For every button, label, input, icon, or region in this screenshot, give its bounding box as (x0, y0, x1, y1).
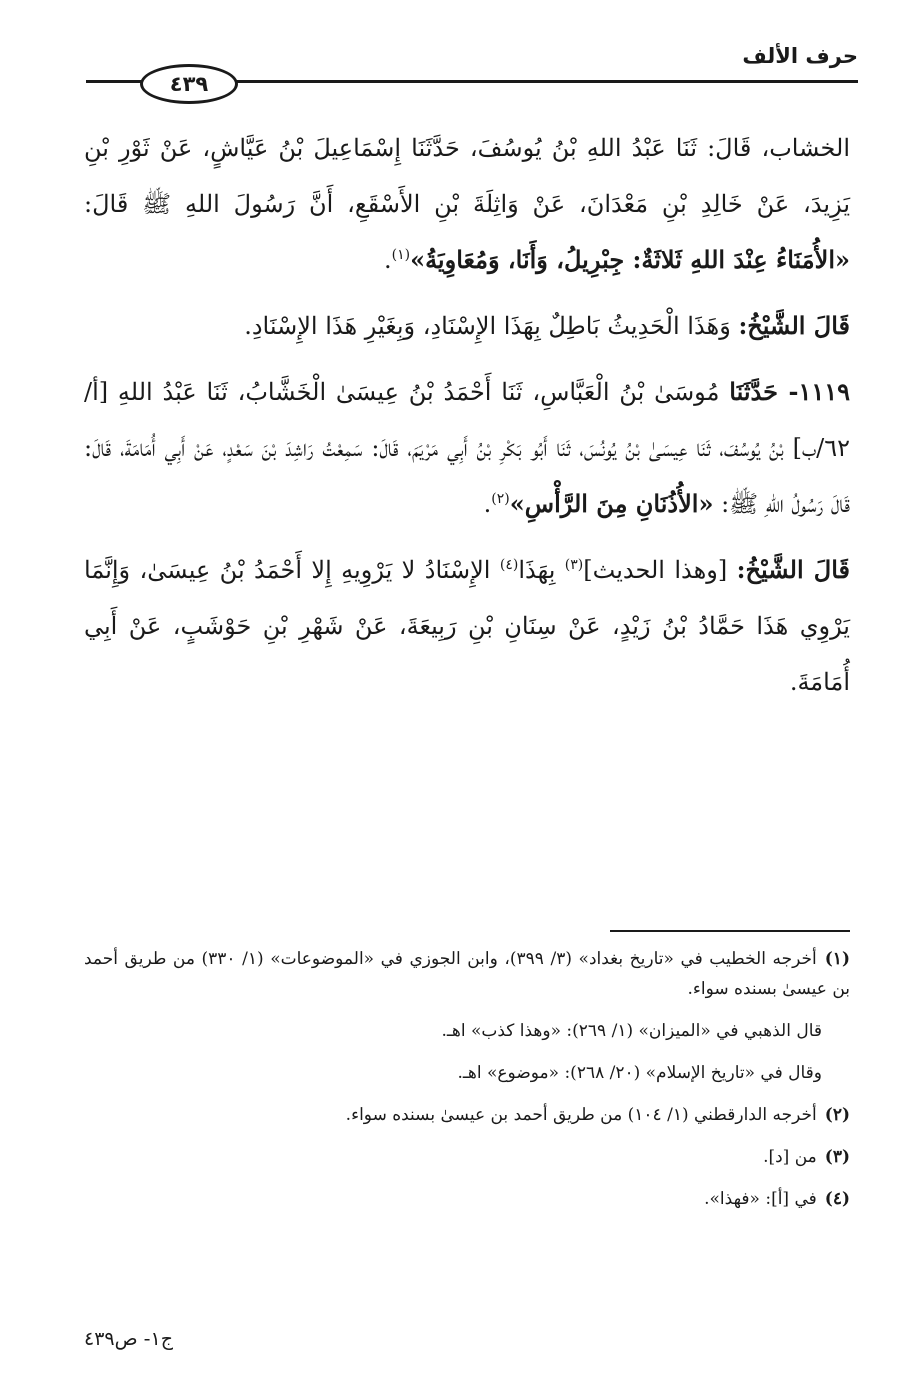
footnote-2-text: أخرجه الدارقطني (١/ ١٠٤) من طريق أحمد بن عيسىٰ بسنده سواء. (345, 1105, 817, 1125)
page-number-badge (140, 64, 238, 104)
paragraph-4-text: الإِسْنَادُ لا يَرْوِيهِ إِلا أَحْمَدُ بْنُ عِيسَىٰ، وَإِنَّمَا يَرْوِي هَذَا حَمَّادُ بْنُ زَيْدٍ، عَنْ سِنَانِ بْنِ رَبِيعَةَ، عَنْ شَهْرِ بْنِ حَوْشَبٍ، عَنْ أَبِي أُمَامَةَ. (84, 556, 850, 696)
hadith-text-2: «الأُذُنَانِ مِنَ الرَّأْسِ» (509, 489, 714, 518)
footnote-ref-4: (٤) (499, 557, 519, 573)
page-number: ٤٣٩ (169, 72, 209, 96)
footnote-1 (84, 944, 850, 1004)
footnote-ref-1: (١) (391, 247, 411, 263)
hadith-text-1: «الأُمَنَاءُ عِنْدَ اللهِ ثَلاثَةٌ: جِبْرِيلُ، وَأَنَا، وَمُعَاوِيَةُ» (410, 245, 850, 274)
volume-page-reference: ج١- ص٤٣٩ (84, 1328, 173, 1350)
paragraph-3-text: مُوسَىٰ بْنُ الْعَبَّاسِ، ثَنَا أَحْمَدُ بْنُ عِيسَىٰ الْخَشَّابُ، ثَنَا عَبْدُ اللهِ [أ/٦٢/ب] بْنُ يُوسُفَ، ثَنَا عِيسَىٰ بْنُ يُونُسَ، ثَنَا أَبُو بَكْرِ بْنُ أَبِي مَرْيَمَ، قَالَ: سَمِعْتُ رَاشِدَ بْنَ سَعْدٍ، عَنْ أَبِي أُمَامَةَ، قَالَ: قَالَ رَسُولُ اللهِ ﷺ: (84, 378, 850, 518)
paragraph-4 (84, 542, 850, 710)
paragraph-2 (84, 298, 850, 354)
paragraph-2-text: وَهَذَا الْحَدِيثُ بَاطِلٌ بِهَذَا الإِسْنَادِ، وَبِغَيْرِ هَذَا الإِسْنَادِ. (244, 312, 731, 340)
sheikh-label-2: قَالَ الشَّيْخُ: (736, 555, 851, 584)
footnote-1-number: (١) (824, 949, 850, 969)
footnote-ref-3: (٣) (564, 557, 584, 573)
footnote-3 (84, 1142, 850, 1172)
sheikh-label-1: قَالَ الشَّيْخُ: (738, 311, 850, 340)
footnote-2-number: (٢) (824, 1105, 850, 1125)
footnote-ref-2: (٢) (491, 491, 510, 507)
footnote-1-dhahabi: قال الذهبي في «الميزان» (١/ ٢٦٩): «وهذا كذب» اهـ. (441, 1021, 822, 1041)
footnote-3-text: من [د]. (763, 1147, 817, 1167)
running-header-title: حرف الألف (742, 44, 858, 68)
hadith-number-1119: ١١١٩- حَدَّثَنَا (729, 377, 850, 406)
footnote-separator (610, 930, 850, 932)
bracketed-insertion: [وهذا الحديث] (583, 556, 728, 584)
footnote-2 (84, 1100, 850, 1130)
footnote-1-tarikh: وقال في «تاريخ الإسلام» (٢٠/ ٢٦٨): «موضوع» اهـ. (457, 1063, 822, 1083)
main-text (84, 120, 850, 710)
footnote-1-text: أخرجه الخطيب في «تاريخ بغداد» (٣/ ٣٩٩)، وابن الجوزي في «الموضوعات» (١/ ٣٣٠) من طريق أحمد بن عيسىٰ بسنده سواء. (84, 949, 850, 999)
footnote-4-text: في [أ]: «فهذا». (704, 1189, 817, 1209)
footnotes (84, 944, 850, 1226)
footnote-3-number: (٣) (824, 1147, 850, 1167)
paragraph-4-word: بِهَذَا (518, 556, 556, 584)
paragraph-1-text: الخشاب، قَالَ: ثَنَا عَبْدُ اللهِ بْنُ يُوسُفَ، حَدَّثَنَا إِسْمَاعِيلَ بْنُ عَيَّاشٍ، عَنْ ثَوْرِ بْنِ يَزِيدَ، عَنْ خَالِدِ بْنِ مَعْدَانَ، عَنْ وَاثِلَةَ بْنِ الأَسْقَعِ، أَنَّ رَسُولَ اللهِ ﷺ قَالَ: (84, 134, 850, 218)
paragraph-3: ١١١٩- حَدَّثَنَا مُوسَىٰ بْنُ الْعَبَّاسِ، ثَنَا أَحْمَدُ بْنُ عِيسَىٰ الْخَشَّابُ، ثَنَا عَبْدُ اللهِ [أ/٦٢/ب] بْنُ يُوسُفَ، ثَنَا عِيسَىٰ بْنُ يُونُسَ، ثَنَا أَبُو بَكْرِ بْنُ أَبِي مَرْيَمَ، قَالَ: سَمِعْتُ رَاشِدَ بْنَ سَعْدٍ، عَنْ أَبِي أُمَامَةَ، قَالَ: قَالَ رَسُولُ اللهِ ﷺ: «الأُذُنَانِ مِنَ الرَّأْسِ»$^{(٢)}$. (84, 377, 850, 518)
footnote-4-number: (٤) (824, 1189, 850, 1209)
footnote-4 (84, 1184, 850, 1214)
paragraph-1: الخشاب، قَالَ: ثَنَا عَبْدُ اللهِ بْنُ يُوسُفَ، حَدَّثَنَا إِسْمَاعِيلَ بْنُ عَيَّاشٍ، عَنْ ثَوْرِ بْنِ يَزِيدَ، عَنْ خَالِدِ بْنِ مَعْدَانَ، عَنْ وَاثِلَةَ بْنِ الأَسْقَعِ، أَنَّ رَسُولَ اللهِ ﷺ قَالَ: «الأُمَنَاءُ عِنْدَ اللهِ ثَلاثَةٌ: جِبْرِيلُ، وَأَنَا، وَمُعَاوِيَةُ»$^{(١)}$. (84, 134, 850, 274)
